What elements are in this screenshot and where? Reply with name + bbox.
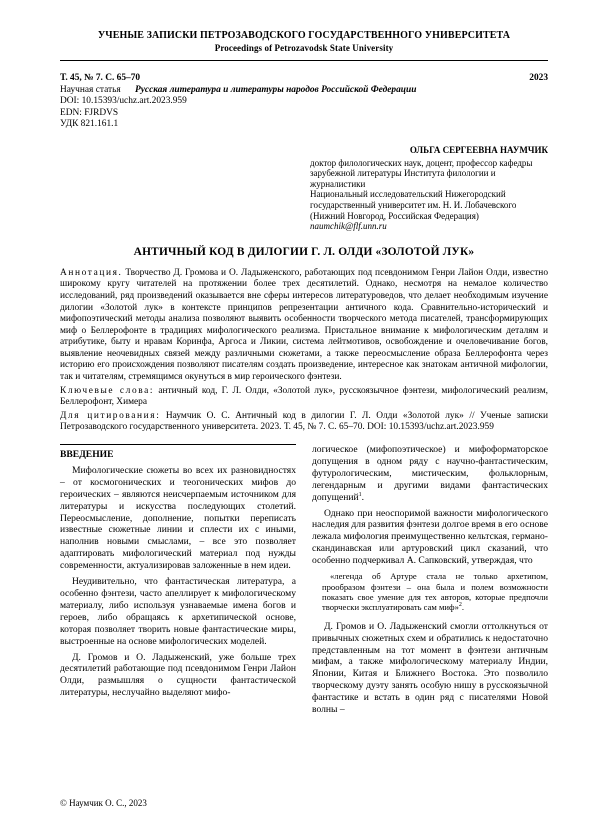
udk: УДК 821.161.1 bbox=[60, 119, 119, 130]
article-type: Научная статья bbox=[60, 84, 121, 95]
block-quote: «легенда об Артуре стала не только архетипом, прообразом фэнтези – она была и полем возможности показать свое умение для тех авторов, которые предпочли творчески эксплуатировать сам миф»$^2$. bbox=[322, 571, 548, 613]
quote-text: «легенда об Артуре стала не только архетипом, прообразом фэнтези – она была и полем возможности показать свое умение для тех авторов, которые предпочли творчески эксплуатировать сам миф» bbox=[322, 571, 548, 613]
author-name: ОЛЬГА СЕРГЕЕВНА НАУМЧИК bbox=[409, 144, 548, 155]
author-degree: доктор филологических наук, доцент, профессор кафедры зарубежной литературы Института филологии и журналистики bbox=[310, 157, 533, 189]
paragraph-text: логическое (мифопоэтическое) и мифоформаторское допущения в одном ряду с научно-фантастическим, футурологическим, мистическим, фольклорным, легендарным и другими видами фантастических допущений bbox=[312, 444, 548, 503]
year: 2023 bbox=[529, 73, 548, 83]
paragraph: Мифологические сюжеты во всех их разновидностях – от космогонических и теогонических мифов до героических – являются неисчерпаемым источником для литературы и искусства последующих столетий. Переосмысление, дополнение, попытки переписать известные сюжетные линии и сплести их с иными, наполнив новыми смыслами, – все это позволяет адаптировать мифологический материал под нужды современности, актуализировав заложенные в нем идеи. bbox=[60, 464, 296, 572]
abstract-text: Творчество Д. Громова и О. Ладыженского, работающих под псевдонимом Генри Лайон Олди, известно широкому кругу читателей на протяжении более трех десятилетий. Однако, несмотря на немалое количество исследований, ряд произведений оказывается вне сферы интересов литературоведов, что делает необходимым изучение дилогии «Золотой лук» в контексте принципов репрезентации античного кода. Сравнительно-исторический и мифопоэтический методы анализа позволяют выявить особенности творческого метода писателей, трансформирующих миф о Беллерофонте в традициях мифологического реализма. Пристальное внимание к мифологическим деталям и атрибутике, быту и нравам Коринфа, Аргоса и Ликии, система лейтмотивов, освобождение и очеловечивание богов, выявление неочевидных связей между различными сюжетами, а также переосмысление образа Беллерофонта через историю его происхождения позволяют писателям создать произведение, интересное как знатокам античной мифологии, так и читателям, стремящимся окунуться в мир героического фэнтези. bbox=[60, 267, 549, 383]
header-divider bbox=[60, 60, 548, 61]
article-page bbox=[60, 0, 548, 720]
keywords-label: Ключевые слова: bbox=[60, 385, 155, 396]
doi[interactable]: DOI: 10.15393/uchz.art.2023.959 bbox=[60, 96, 187, 107]
edn: EDN: FJRDVS bbox=[60, 107, 119, 118]
citation-text: Наумчик О. С. Античный код в дилогии Г. Л. Олди «Золотой лук» // Ученые записки Петрозаводского государственного университета. 2023. Т. 45, № 7. С. 65–70. DOI: 10.15393/uchz.art.2023.959 bbox=[60, 410, 548, 433]
citation bbox=[60, 411, 548, 434]
left-column bbox=[60, 444, 296, 720]
author-affiliation: Национальный исследовательский Нижегородский государственный университет им. Н. И. Лобачевского (Нижний Новгород, Российская Федерация) bbox=[310, 189, 517, 221]
author-email[interactable]: naumchik@flf.unn.ru bbox=[310, 221, 387, 232]
volume-info: Т. 45, № 7. С. 65–70 bbox=[60, 73, 141, 83]
footnote-ref[interactable]: 1 bbox=[358, 491, 362, 498]
rubric: Русская литература и литературы народов Российской Федерации bbox=[135, 84, 417, 95]
keywords bbox=[60, 386, 548, 409]
paragraph: Д. Громов и О. Ладыженский, уже больше трех десятилетий работающие под псевдонимом Генри Лайон Олди, размышляя о сущности фантастической литературы, неслучайно выделяют мифо- bbox=[60, 651, 296, 699]
abstract-label: Аннотация. bbox=[60, 267, 123, 278]
footnote-ref[interactable]: 2 bbox=[458, 602, 462, 609]
journal-header bbox=[60, 30, 548, 54]
keywords-text: античный код, Г. Л. Олди, «Золотой лук», русскоязычное фэнтези, мифологический реализм, Беллерофонт, Химера bbox=[60, 385, 549, 408]
article-title: АНТИЧНЫЙ КОД В ДИЛОГИИ Г. Л. ОЛДИ «ЗОЛОТОЙ ЛУК» bbox=[133, 245, 475, 258]
section-heading: ВВЕДЕНИЕ bbox=[60, 444, 296, 461]
paragraph: Неудивительно, что фантастическая литература, а особенно фэнтези, часто апеллирует к мифологическому материалу, либо используя узнаваемые имена богов и героев, либо обращаясь к архетипической основе, которая позволяет творить новые фантастические миры, выстроенные на основе мифологических моделей. bbox=[60, 576, 296, 647]
body-columns bbox=[60, 444, 548, 720]
paragraph: Однако при неоспоримой важности мифологического наследия для развития фэнтези долгое время в его основе лежала мифология преимущественно кельтская, германо-скандинавская или артуровский цикл сказаний, что особенно подчеркивал А. Сапковский, утверждая, что bbox=[312, 507, 548, 567]
paragraph: логическое (мифопоэтическое) и мифоформаторское допущения в одном ряду с научно-фантастическим, футурологическим, мистическим, фольклорным, легендарным и другими видами фантастических допущений$^1$. bbox=[312, 444, 548, 503]
right-column bbox=[312, 444, 548, 720]
abstract bbox=[60, 268, 548, 384]
author-block bbox=[310, 145, 548, 232]
journal-title-ru: УЧЕНЫЕ ЗАПИСКИ ПЕТРОЗАВОДСКОГО ГОСУДАРСТВЕННОГО УНИВЕРСИТЕТА bbox=[97, 30, 511, 41]
article-meta bbox=[60, 73, 548, 131]
copyright: © Наумчик О. С., 2023 bbox=[60, 798, 147, 808]
citation-label: Для цитирования: bbox=[60, 410, 161, 421]
journal-title-en: Proceedings of Petrozavodsk State University bbox=[214, 43, 394, 53]
paragraph: Д. Громов и О. Ладыженский смогли оттолкнуться от привычных сюжетных схем и обратились к недостаточно представленным на тот момент в фэнтези античным мифам, а также мифологическому материалу Индии, Японии, Китая и Ближнего Востока. Это позволило творческому дуэту занять особую нишу в русскоязычной фантастике и встать в один ряд с писателями Новой волны – bbox=[312, 620, 548, 716]
